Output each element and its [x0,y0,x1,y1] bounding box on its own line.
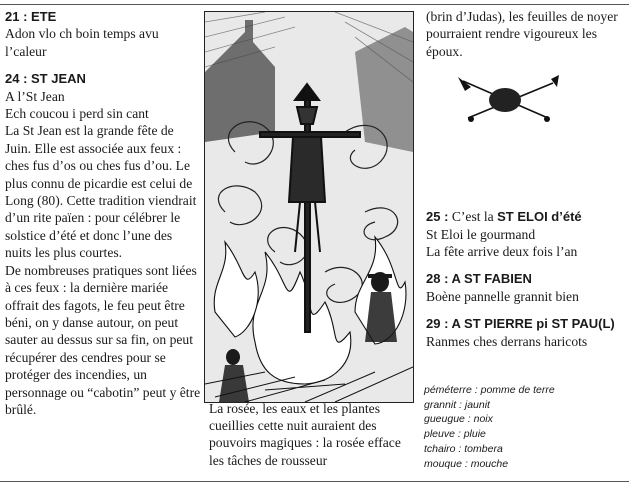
crossed-tools-icon [453,73,563,128]
stjean-heading: 24 : ST JEAN [5,71,86,87]
glossary [424,383,624,471]
caption-text: La rosée, les eaux et les plantes cueillies cette nuit auraient des pouvoirs magiques : la rosée efface les tâches de rousseur [209,401,401,468]
bonfire-illustration [204,11,414,403]
glossary-item: péméterre : pomme de terre [424,384,555,396]
stfabien-heading: 28 : A ST FABIEN [426,271,532,287]
stjean-body-2: De nombreuses pratiques sont liées à ces feux : la dernière mariée offrait des fagots, le feu peut être béni, on y danse autour, on peut sauter au dessus sur sa fin, on peut récupérer des cendres pour se protéger des incendies, un personnage ou “cabotin” peut y être brûlé. [5,262,201,417]
glossary-item: gueugue : noix [424,413,493,426]
stpierre-heading: 29 : A ST PIERRE pi ST PAU(L) [426,316,615,332]
intro-text: (brin d’Judas), les feuilles de noyer pourraient rendre vigoureux les époux. [426,9,618,59]
glossary-item: mouque : mouche [424,457,509,470]
steloi-number: 25 : [426,209,449,225]
glossary-item: pleuve : pluie [424,428,486,441]
steloi-line-1: St Eloi le gourmand [426,226,536,242]
steloi-line [426,208,626,225]
ete-line-2: l’caleur [5,43,47,59]
steloi-name: ST ELOI d’été [497,209,582,225]
bottom-rule [0,481,629,482]
ete-heading: 21 : ETE [5,9,57,24]
glossary-item: grannit : jaunit [424,398,490,411]
steloi-lead: C’est la [451,209,494,225]
steloi-line-2: La fête arrive deux fois l’an [426,244,578,260]
left-column [5,8,202,418]
stjean-body: La St Jean est la grande fête de Juin. Elle est associée aux feux : ches fus d’os ou ches fus d’ou. Le plus connu de picardie est celui de Long (80). Cette tradition viendrait d’un rite païen : pour célébrer le solstice d’été et donc l’une des nuits les plus courtes. [5,123,197,261]
stjean-line-1: A l’St Jean [5,88,65,104]
stfabien-line: Boène pannelle grannit bien [426,288,579,304]
ete-line-1: Adon vlo ch boin temps avu [5,26,159,42]
right-column [426,8,626,350]
glossary-item: tchairo : tombera [424,442,503,455]
stjean-line-2: Ech coucou i perd sin cant [5,106,149,122]
top-rule [0,4,629,5]
stpierre-line: Ranmes ches derrans haricots [426,333,588,349]
illustration-caption [209,400,415,469]
